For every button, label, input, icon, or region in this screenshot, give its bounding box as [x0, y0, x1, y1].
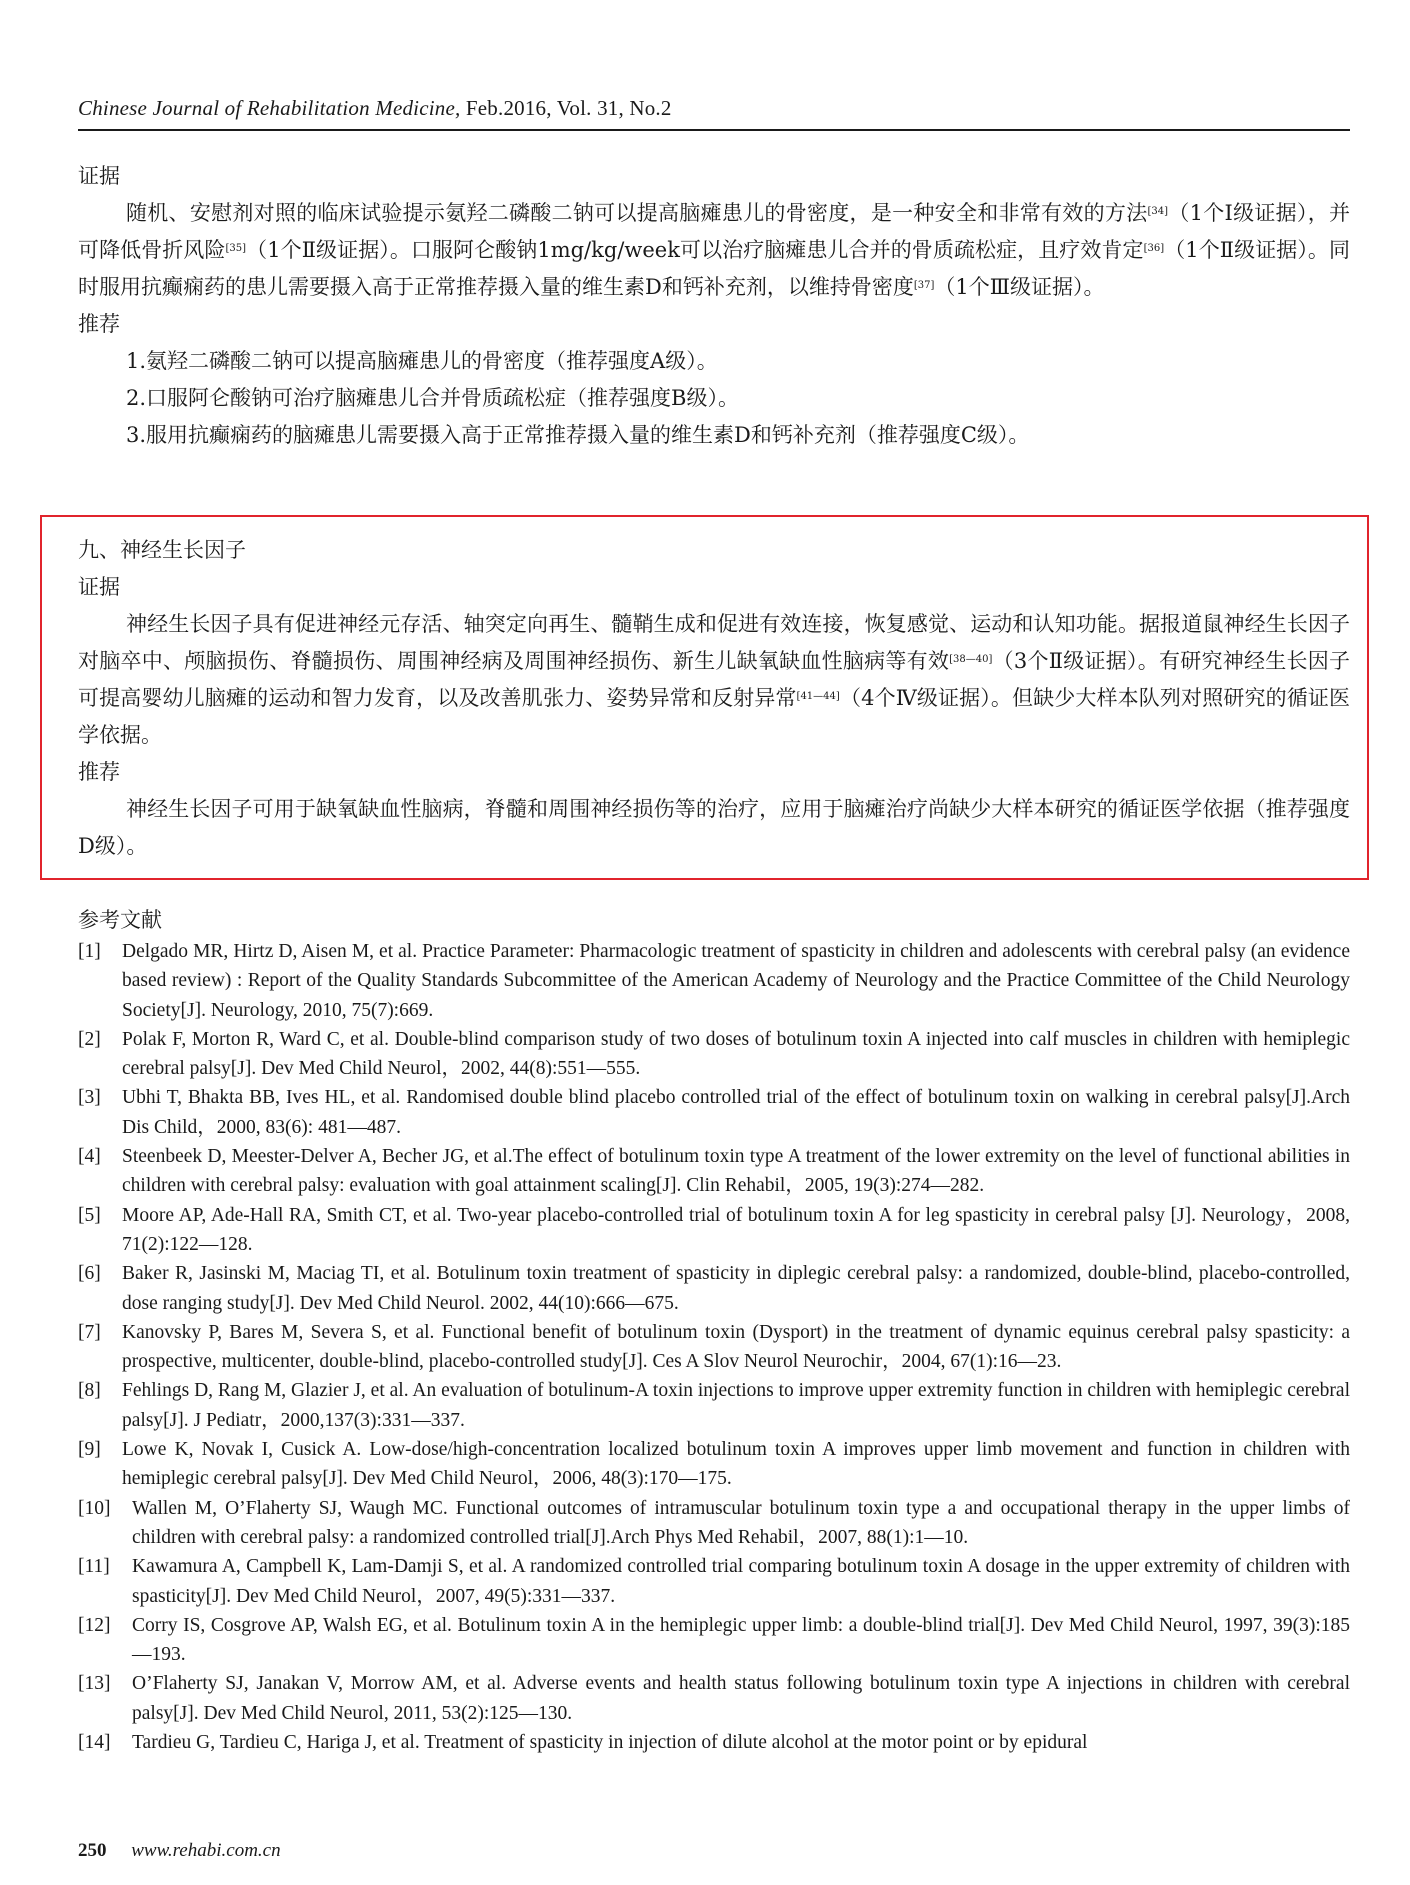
- evidence-paragraph: [78, 606, 1350, 754]
- reference-number: [6]: [78, 1263, 101, 1285]
- evidence-text: （3个Ⅱ级证据）。有研究神经生长因子可提高婴幼儿脑瘫的运动和智力发育，以及改善肌张力、姿势异常和反射异常: [78, 649, 1350, 710]
- evidence-text: 随机、安慰剂对照的临床试验提示氨羟二磷酸二钠可以提高脑瘫患儿的骨密度，是一种安全和非常有效的方法: [126, 201, 1148, 225]
- header-rule: [78, 129, 1350, 131]
- reference-text: Tardieu G, Tardieu C, Hariga J, et al. Treatment of spasticity in injection of dilute alcohol at the motor point or by epidural: [132, 1732, 1088, 1754]
- page-footer: [78, 1840, 281, 1862]
- reference-text: Moore AP, Ade-Hall RA, Smith CT, et al. Two-year placebo-controlled trial of botulinum toxin A for leg spasticity in cerebral palsy [J]. Neurology，2008, 71(2):122—128.: [122, 1204, 1350, 1255]
- section-title: 九、神经生长因子: [78, 538, 246, 562]
- reference-number: [5]: [78, 1204, 101, 1226]
- website-link[interactable]: www.rehabi.com.cn: [131, 1840, 281, 1861]
- reference-number: [13]: [78, 1673, 111, 1695]
- recommendation-item: 3.服用抗癫痫药的脑瘫患儿需要摄入高于正常推荐摄入量的维生素D和钙补充剂（推荐强度C级）。: [126, 423, 1030, 447]
- reference-text: Delgado MR, Hirtz D, Aisen M, et al. Practice Parameter: Pharmacologic treatment of spasticity in children and adolescents with cerebral palsy (an evidence based review) : Report of the Quality Standards Subcommittee of the American Academy of Neurology and the Practice Committee of the Child Neurology Society[J]. Neurology, 2010, 75(7):669.: [122, 941, 1350, 1021]
- citation: [41—44]: [796, 691, 840, 702]
- reference-item: [78, 1552, 1350, 1611]
- recommendation-item: 2.口服阿仑酸钠可治疗脑瘫患儿合并骨质疏松症（推荐强度B级）。: [126, 386, 739, 410]
- reference-item: [78, 1611, 1350, 1670]
- reference-item: [78, 1669, 1350, 1728]
- reference-item: [78, 1376, 1350, 1435]
- reference-number: [3]: [78, 1087, 101, 1109]
- journal-header: [78, 96, 672, 121]
- reference-text: O’Flaherty SJ, Janakan V, Morrow AM, et al. Adverse events and health status following botulinum toxin type A injections in children with cerebral palsy[J]. Dev Med Child Neurol, 2011, 53(2):125—130.: [132, 1673, 1350, 1724]
- reference-item: [78, 1318, 1350, 1377]
- reference-text: Fehlings D, Rang M, Glazier J, et al. An evaluation of botulinum-A toxin injections to improve upper extremity function in children with hemiplegic cerebral palsy[J]. J Pediatr，2000,137(3):331—337.: [122, 1380, 1350, 1431]
- reference-item: [78, 1083, 1350, 1142]
- evidence-text: （1个Ⅱ级证据）。同时服用抗癫痫药的患儿需要摄入高于正常推荐摄入量的维生素D和钙补充剂，以维持骨密度: [78, 238, 1350, 299]
- reference-item: [78, 1494, 1350, 1553]
- reference-text: Baker R, Jasinski M, Maciag TI, et al. Botulinum toxin treatment of spasticity in diplegic cerebral palsy: a randomized, double-blind, placebo-controlled, dose ranging study[J]. Dev Med Child Neurol. 2002, 44(10):666—675.: [122, 1263, 1350, 1314]
- reference-number: [2]: [78, 1028, 101, 1050]
- reference-item: [78, 1025, 1350, 1084]
- reference-text: Polak F, Morton R, Ward C, et al. Double-blind comparison study of two doses of botulinum toxin A injected into calf muscles in children with hemiplegic cerebral palsy[J]. Dev Med Child Neurol，2002, 44(8):551—555.: [122, 1028, 1350, 1080]
- reference-item: [78, 1201, 1350, 1260]
- reference-text: Wallen M, O’Flaherty SJ, Waugh MC. Functional outcomes of intramuscular botulinum toxin type a and occupational therapy in the upper limbs of children with cerebral palsy: a randomized controlled trial[J].Arch Phys Med Rehabil，2007, 88(1):1—10.: [132, 1497, 1350, 1548]
- citation: [36]: [1143, 243, 1165, 254]
- reference-number: [8]: [78, 1380, 101, 1402]
- evidence-text: （4个Ⅳ级证据）。但缺少大样本队列对照研究的循证医学依据。: [78, 686, 1350, 747]
- evidence-label: 证据: [78, 164, 120, 188]
- page-number: 250: [78, 1840, 107, 1861]
- evidence-text: （1个Ⅱ级证据）。口服阿仑酸钠1mg/kg/week可以治疗脑瘫患儿合并的骨质疏松症，且疗效肯定: [246, 238, 1144, 262]
- recommendation-label: 推荐: [78, 312, 120, 336]
- recommendation-paragraph: 神经生长因子可用于缺氧缺血性脑病，脊髓和周围神经损伤等的治疗，应用于脑瘫治疗尚缺少大样本研究的循证医学依据（推荐强度D级）。: [78, 797, 1350, 858]
- reference-number: [1]: [78, 941, 101, 962]
- reference-item: [78, 1728, 1350, 1757]
- reference-number: [9]: [78, 1439, 101, 1461]
- reference-number: [12]: [78, 1614, 111, 1636]
- reference-number: [7]: [78, 1321, 101, 1343]
- citation: [38—40]: [949, 654, 993, 665]
- journal-title: Chinese Journal of Rehabilitation Medicine,: [78, 96, 461, 120]
- reference-number: [11]: [78, 1556, 110, 1578]
- evidence-text: （1个Ⅲ级证据）。: [934, 275, 1105, 299]
- reference-text: Kawamura A, Campbell K, Lam-Damji S, et al. A randomized controlled trial comparing botulinum toxin A dosage in the upper extremity of children with spasticity[J]. Dev Med Child Neurol，2007, 49(5):331—337.: [132, 1556, 1350, 1607]
- citation: [34]: [1147, 206, 1169, 217]
- section-nerve-growth-factor: [78, 532, 1350, 865]
- recommendation-label: 推荐: [78, 760, 120, 784]
- reference-number: [4]: [78, 1146, 101, 1168]
- reference-item: [78, 1259, 1350, 1318]
- references-title: 参考文献: [78, 908, 162, 932]
- reference-text: Corry IS, Cosgrove AP, Walsh EG, et al. Botulinum toxin A in the hemiplegic upper limb: a double-blind trial[J]. Dev Med Child Neurol, 1997, 39(3):185—193.: [132, 1614, 1350, 1666]
- reference-text: Kanovsky P, Bares M, Severa S, et al. Functional benefit of botulinum toxin (Dysport) in the treatment of dynamic equinus cerebral palsy spasticity: a prospective, multicenter, double-blind, placebo-controlled study[J]. Ces A Slov Neurol Neurochir，2004, 67(1):16—23.: [122, 1321, 1350, 1373]
- evidence-label: 证据: [78, 575, 120, 599]
- citation: [37]: [913, 280, 935, 291]
- reference-text: Lowe K, Novak I, Cusick A. Low-dose/high-concentration localized botulinum toxin A improves upper limb movement and function in children with hemiplegic cerebral palsy[J]. Dev Med Child Neurol，2006, 48(3):170—175.: [122, 1439, 1350, 1490]
- evidence-text: （1个Ⅰ级证据），并可降低骨折风险: [78, 201, 1350, 262]
- evidence-text: 神经生长因子具有促进神经元存活、轴突定向再生、髓鞘生成和促进有效连接，恢复感觉、运动和认知功能。据报道鼠神经生长因子对脑卒中、颅脑损伤、脊髓损伤、周围神经病及周围神经损伤、新生儿缺氧缺血性脑病等有效: [78, 612, 1350, 673]
- reference-text: Steenbeek D, Meester-Delver A, Becher JG, et al.The effect of botulinum toxin type A treatment of the lower extremity on the level of functional abilities in children with cerebral palsy: evaluation with goal attainment scaling[J]. Clin Rehabil，2005, 19(3):274—282.: [122, 1146, 1350, 1197]
- journal-issue: Feb.2016, Vol. 31, No.2: [465, 96, 672, 120]
- reference-item: [78, 937, 1350, 1025]
- reference-text: Ubhi T, Bhakta BB, Ives HL, et al. Randomised double blind placebo controlled trial of the effect of botulinum toxin on walking in cerebral palsy[J].Arch Dis Child，2000, 83(6): 481—487.: [122, 1087, 1350, 1138]
- reference-number: [10]: [78, 1497, 111, 1519]
- reference-item: [78, 1435, 1350, 1494]
- section-bone-density: [78, 158, 1350, 454]
- evidence-paragraph: [78, 195, 1350, 306]
- recommendation-item: 1.氨羟二磷酸二钠可以提高脑瘫患儿的骨密度（推荐强度A级）。: [126, 349, 718, 373]
- reference-item: [78, 1142, 1350, 1201]
- references: [78, 905, 1350, 1757]
- citation: [35]: [225, 243, 247, 254]
- reference-number: [14]: [78, 1732, 111, 1754]
